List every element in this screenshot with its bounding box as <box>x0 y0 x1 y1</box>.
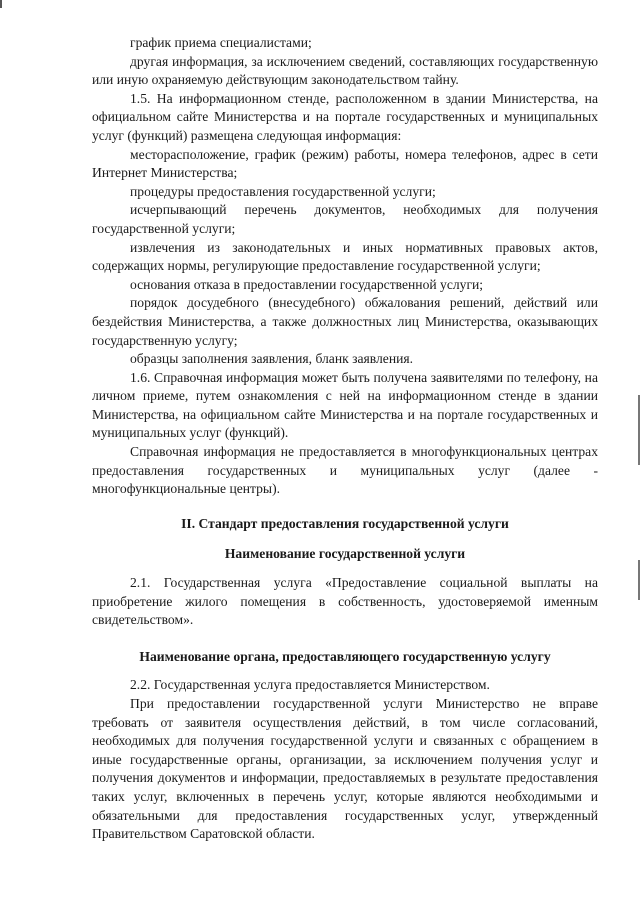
paragraph-refusal-grounds: основания отказа в предоставлении государственной услуги; <box>130 276 484 292</box>
paragraph-appeal-procedure: порядок досудебного (внесудебного) обжалования решений, действий или бездействия Министерства, а также должностных лиц Министерства, оказывающих государственную услугу; <box>92 295 598 348</box>
paragraph-schedule: график приема специалистами; <box>130 35 312 50</box>
subheading-organ: Наименование органа, предоставляющего государственную услугу <box>139 648 551 664</box>
paragraph-2-2: 2.2. Государственная услуга предоставляется Министерством. <box>130 677 490 693</box>
paragraph-1-5: 1.5. На информационном стенде, расположенном в здании Министерства, на официальном сайте Министерства и на портале государственных и муниципальных услуг (функций) размещена следующая информация: <box>92 90 598 143</box>
paragraph-location: месторасположение, график (режим) работы, номера телефонов, адрес в сети Интернет Министерства; <box>92 146 598 181</box>
document-page <box>92 34 598 844</box>
section-heading: II. Стандарт предоставления государственной услуги <box>181 515 509 531</box>
paragraph-extracts: извлечения из законодательных и иных нормативных правовых актов, содержащих нормы, регулирующие предоставление государственной услуги; <box>92 239 598 274</box>
paragraph-1-6: 1.6. Справочная информация может быть получена заявителями по телефону, на личном приеме, путем ознакомления с ней на информационном стенде в здании Министерства, на официальном сайте Министерства и на портале государственных и муниципальных услуг (функций). <box>92 369 598 441</box>
paragraph-2-1: 2.1. Государственная услуга «Предоставление социальной выплаты на приобретение жилого помещения в собственность, удостоверяемой именным свидетельством». <box>92 575 598 628</box>
paragraph-mfc: Справочная информация не предоставляется в многофункциональных центрах предоставления государственных и муниципальных услуг (далее - многофункциональные центры). <box>92 444 598 497</box>
paragraph-forms: образцы заполнения заявления, бланк заявления. <box>130 351 414 367</box>
paragraph-documents-list: исчерпывающий перечень документов, необходимых для получения государственной услуги; <box>92 202 598 236</box>
subheading-service-name: Наименование государственной услуги <box>224 546 466 562</box>
paragraph-not-entitled: При предоставлении государственной услуги Министерство не вправе требовать от заявителя осуществления действий, в том числе согласований, необходимых для получения государственной услуги и связанных с обращением в иные государственные органы, организации, за исключением получения услуг и получения документов и информации, предоставляемых в результате предоставления таких услуг, включенных в перечень услуг, которые являются необходимыми и обязательными для предоставления государственных услуг, утвержденный Правительством Саратовской области. <box>92 696 598 842</box>
paragraph-other-info: другая информация, за исключением сведений, составляющих государственную или иную охраняемую действующим законодательством тайну. <box>92 53 598 88</box>
scan-edge-mark <box>0 0 2 8</box>
paragraph-procedures: процедуры предоставления государственной услуги; <box>130 183 436 199</box>
